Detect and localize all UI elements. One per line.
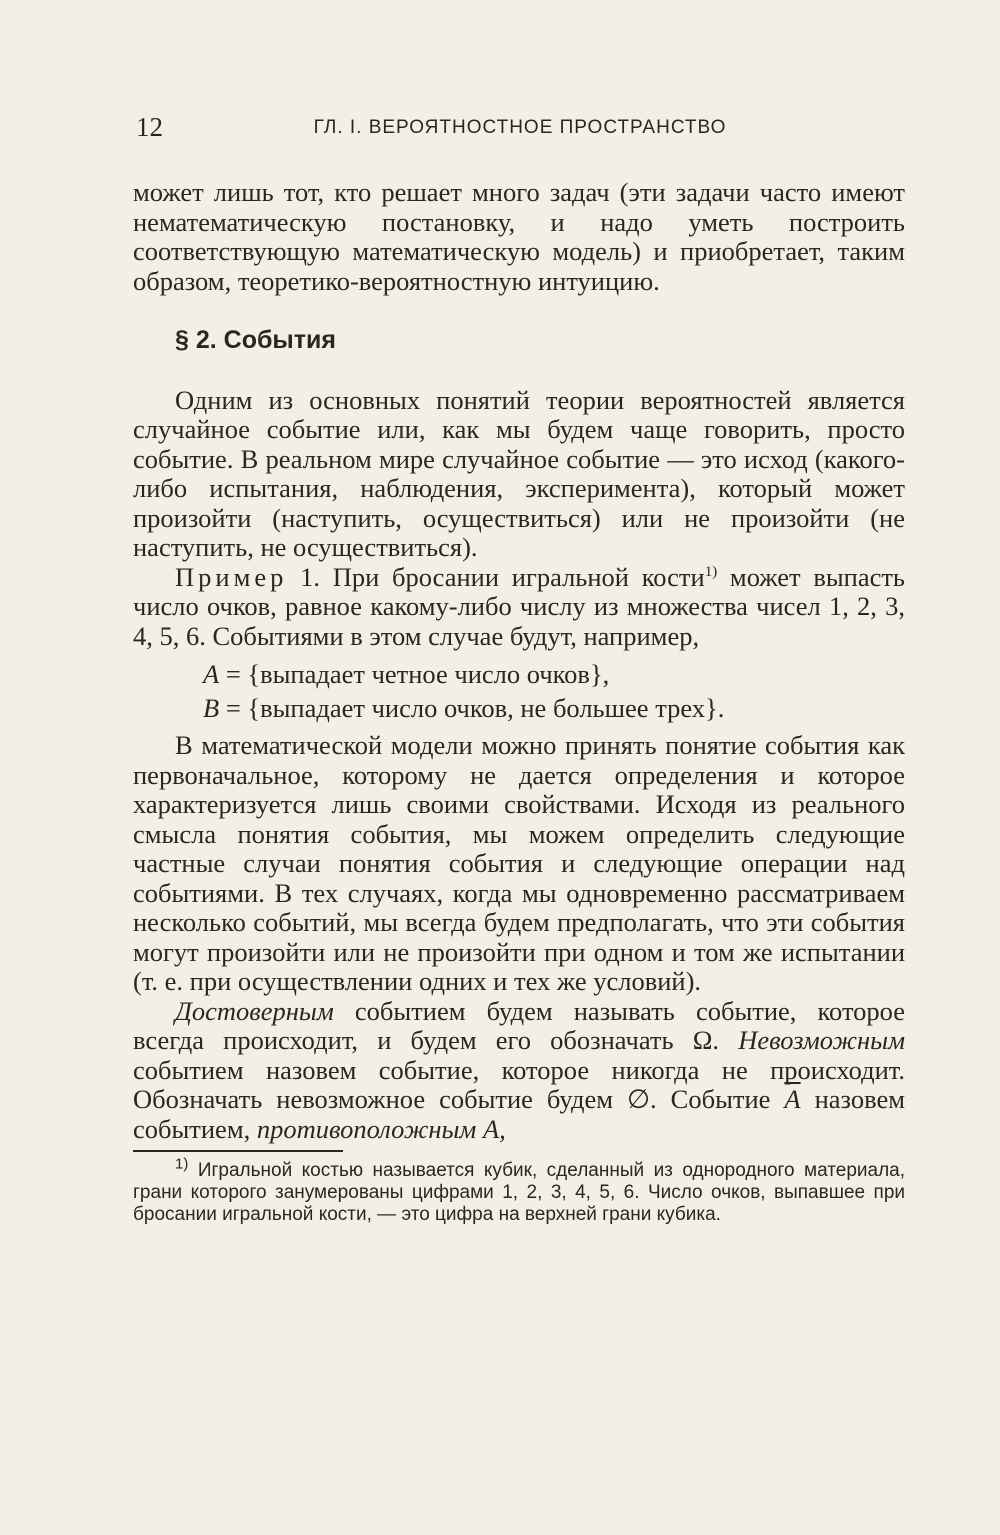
formula-a-symbol: A [203, 659, 220, 689]
footnote-reference: 1) [704, 563, 718, 580]
definition-text-3: назовем событием, [133, 1084, 906, 1144]
formula-b-symbol: B [203, 692, 220, 723]
formula-a [203, 660, 905, 690]
page-number: 12 [136, 112, 163, 142]
example-number: 1. [300, 561, 320, 592]
example-text-a: При бросании игральной кости [332, 561, 705, 592]
formula-a-expression: = {выпадает четное число очков}, [225, 659, 610, 689]
term-impossible: Невозможным [738, 1025, 906, 1055]
definition-text-1: событием будем называть событие, которое всегда происходит, и будем его обозначать Ω. [133, 995, 906, 1055]
example-label: Пример [175, 561, 288, 592]
formula-b [203, 694, 905, 724]
formula-b-expression: = {выпадает число очков, не большее трех}. [225, 692, 725, 723]
example-text-b: может выпасть число очков, равное какому-либо числу из множества чисел 1, 2, 3, 4, 5, 6. Событиями в этом случае будут, например, [133, 561, 906, 651]
footnote-mark: 1) [175, 1155, 189, 1173]
running-head: ГЛ. I. ВЕРОЯТНОСТНОЕ ПРОСТРАНСТВО [313, 117, 727, 138]
footnote-divider [133, 1150, 343, 1152]
complement-symbol: $\overline{A}$ [784, 1084, 801, 1114]
section-heading: § 2. События [175, 326, 336, 354]
example-paragraph [133, 563, 905, 652]
definition-text-2: событием назовем событие, которое никогда не происходит. Обозначать невозможное событие будем ∅. Событие [133, 1054, 905, 1114]
intro-paragraph: Одним из основных понятий теории вероятностей является случайное событие или, как мы будем чаще говорить, просто событие. В реальном мире случайное событие — это исход (какого-либо испытания, наблюдения, эксперимента), который может произойти (наступить, осуществиться) или не произойти (не наступить, не осуществиться). [133, 384, 905, 562]
continuation-paragraph: может лишь тот, кто решает много задач (эти задачи часто имеют нематематическую постановку, и надо уметь построить соответствующую математическую модель) и приобретает, таким образом, теоретико-вероятностную интуицию. [133, 177, 905, 296]
term-opposite: противоположным [256, 1113, 477, 1144]
term-certain: Достоверным [175, 995, 334, 1026]
page-body [133, 178, 905, 1226]
model-paragraph: В математической модели можно принять понятие события как первоначальное, которому не дается определения и которое характеризуется лишь своими свойствами. Исходя из реального смысла понятия события, мы можем определить следующие частные случаи понятия события и следующие операции над событиями. В тех случаях, когда мы одновременно рассматриваем несколько событий, мы всегда будем предполагать, что эти события могут произойти или не произойти при одном и том же испытании (т. е. при осуществлении одних и тех же условий). [133, 730, 905, 996]
footnote-text: Игральной костью называется кубик, сделанный из однородного материала, грани которого занумерованы цифрами 1, 2, 3, 4, 5, 6. Число очков, выпавшее при бросании игральной кости, — это цифра на верхней грани кубика. [133, 1160, 905, 1225]
definitions-paragraph [133, 997, 905, 1145]
footnote [133, 1155, 905, 1226]
definition-symbol-end: A, [482, 1113, 506, 1144]
page-header [136, 112, 904, 146]
